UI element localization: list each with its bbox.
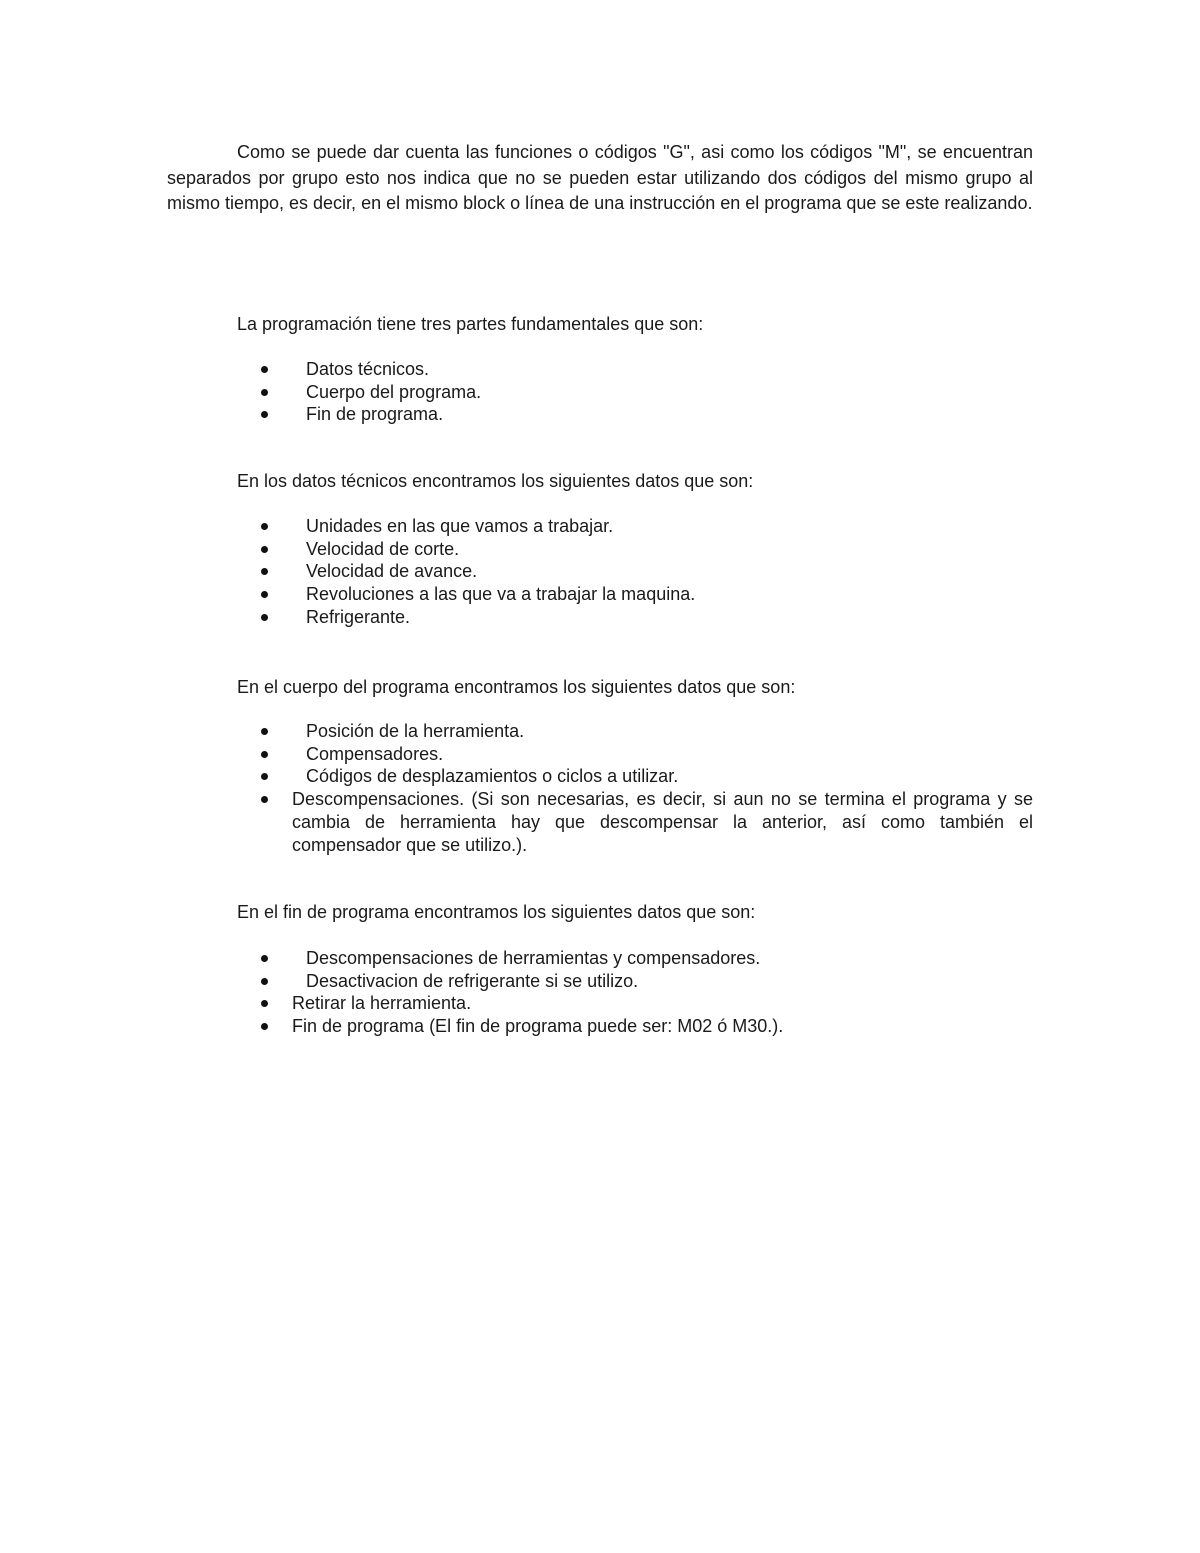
list-item [261, 765, 1033, 788]
bullet-icon [261, 751, 268, 758]
list-item-text: Descompensaciones. (Si son necesarias, es decir, si aun no se termina el programa y se cambia de herramienta hay que descompensar la anterior, así como también el compensador que se utilizo.). [292, 789, 1033, 855]
bullet-icon [261, 773, 268, 780]
bullet-list [261, 720, 1033, 856]
bullet-icon [261, 614, 268, 621]
section-program-end [237, 901, 1037, 1037]
section-program-parts [237, 313, 1037, 425]
list-item [261, 560, 1033, 583]
section-program-body [237, 676, 1037, 855]
bullet-icon [261, 366, 268, 373]
bullet-icon [261, 389, 268, 396]
list-item-text: Unidades en las que vamos a trabajar. [306, 516, 614, 536]
list-item-text: Retirar la herramienta. [292, 993, 472, 1014]
list-item [261, 381, 1033, 404]
list-item [261, 970, 1033, 993]
section-heading: La programación tiene tres partes fundamentales que son: [237, 314, 704, 334]
list-item [261, 358, 1033, 381]
bullet-icon [261, 1023, 268, 1030]
list-item-text: Cuerpo del programa. [306, 381, 482, 402]
list-item-text: Compensadores. [306, 743, 444, 764]
list-item-text: Velocidad de avance. [306, 561, 478, 582]
list-item [261, 720, 1033, 743]
section-heading: En el cuerpo del programa encontramos los siguientes datos que son: [237, 677, 796, 697]
list-item [261, 583, 1033, 606]
bullet-icon [261, 1000, 268, 1007]
section-heading: En los datos técnicos encontramos los siguientes datos que son: [237, 471, 754, 491]
bullet-icon [261, 546, 268, 553]
bullet-icon [261, 978, 268, 985]
bullet-icon [261, 955, 268, 962]
section-technical-data [237, 470, 1037, 627]
intro-paragraph: Como se puede dar cuenta las funciones o códigos "G", asi como los códigos "M", se encuentran separados por grupo esto nos indica que no se pueden estar utilizando dos códigos del mismo grupo al mismo tiempo, es decir, en el mismo block o línea de una instrucción en el programa que se este realizando. [167, 142, 1033, 214]
bullet-icon [261, 796, 268, 803]
list-item-text: Revoluciones a las que va a trabajar la maquina. [306, 584, 696, 605]
list-item-text: Refrigerante. [306, 606, 411, 627]
list-item [261, 403, 1033, 426]
bullet-list [261, 515, 1033, 629]
list-item [261, 788, 1033, 856]
list-item-text: Datos técnicos. [306, 359, 430, 379]
bullet-icon [261, 523, 268, 530]
list-item-text: Fin de programa (El fin de programa puede ser: M02 ó M30.). [292, 1016, 784, 1037]
bullet-icon [261, 568, 268, 575]
bullet-icon [261, 728, 268, 735]
list-item-text: Fin de programa. [306, 404, 444, 425]
section-heading: En el fin de programa encontramos los siguientes datos que son: [237, 902, 756, 922]
list-item-text: Velocidad de corte. [306, 538, 460, 559]
list-item-text: Códigos de desplazamientos o ciclos a utilizar. [306, 766, 679, 787]
list-item [261, 606, 1033, 629]
bullet-icon [261, 411, 268, 418]
list-item-text: Descompensaciones de herramientas y compensadores. [306, 948, 761, 968]
list-item [261, 1015, 1033, 1038]
list-item [261, 538, 1033, 561]
bullet-icon [261, 591, 268, 598]
list-item [261, 515, 1033, 538]
list-item [261, 743, 1033, 766]
list-item-text: Posición de la herramienta. [306, 721, 525, 741]
list-item [261, 947, 1033, 970]
list-item [261, 992, 1033, 1015]
bullet-list [261, 358, 1033, 426]
bullet-list [261, 947, 1033, 1038]
list-item-text: Desactivacion de refrigerante si se utilizo. [306, 970, 639, 991]
